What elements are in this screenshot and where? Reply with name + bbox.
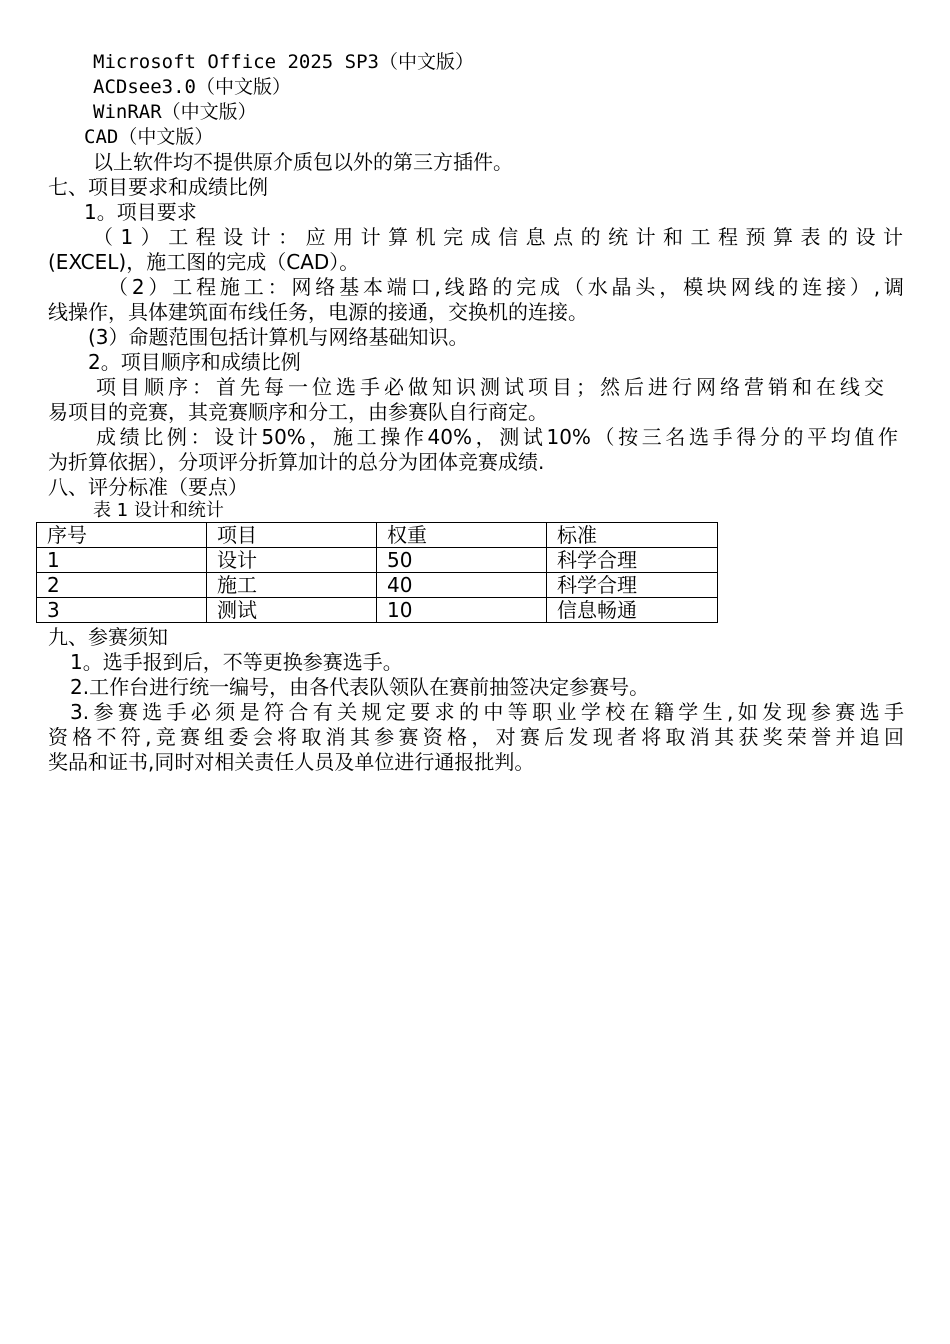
- table-cell: 50: [377, 548, 547, 573]
- section7-ratio-line2: 为折算依据），分项评分折算加计的总分为团体竞赛成绩.: [48, 450, 545, 474]
- header-cell: 标准: [547, 523, 718, 548]
- header-cell: 权重: [377, 523, 547, 548]
- section9-item1: 1。选手报到后，不等更换参赛选手。: [70, 650, 403, 674]
- table-cell: 科学合理: [547, 573, 718, 598]
- table-cell: 施工: [207, 573, 377, 598]
- section7-title: 七、项目要求和成绩比例: [48, 175, 268, 199]
- section7-order-line1: 项目顺序：首先每一位选手必做知识测试项目；然后进行网络营销和在线交: [96, 375, 884, 399]
- section9-title: 九、参赛须知: [48, 625, 168, 649]
- header-cell: 项目: [207, 523, 377, 548]
- table-cell: 信息畅通: [547, 598, 718, 623]
- table-cell: 测试: [207, 598, 377, 623]
- section7-item1-line1: （1）工程设计：应用计算机完成信息点的统计和工程预算表的设计: [93, 225, 903, 249]
- section7-ratio-line1: 成绩比例：设计50%，施工操作40%，测试10%（按三名选手得分的平均值作: [96, 425, 898, 449]
- table-cell: 40: [377, 573, 547, 598]
- table-row: [37, 548, 718, 573]
- scoring-table: [36, 522, 718, 623]
- section7-item1-line2: (EXCEL)，施工图的完成（CAD）。: [48, 250, 360, 274]
- software-winrar: WinRAR（中文版）: [93, 101, 257, 123]
- table-header-row: [37, 523, 718, 548]
- section9-item3-line2: 资格不符,竞赛组委会将取消其参赛资格，对赛后发现者将取消其获奖荣誉并追回: [48, 725, 904, 749]
- table-cell: 科学合理: [547, 548, 718, 573]
- table-cell: 设计: [207, 548, 377, 573]
- section9-item3-line1: 3.参赛选手必须是符合有关规定要求的中等职业学校在籍学生,如发现参赛选手: [70, 700, 904, 724]
- table-cell: 10: [377, 598, 547, 623]
- table-caption: 表 1 设计和统计: [93, 500, 224, 521]
- section8-title: 八、评分标准（要点）: [48, 475, 248, 499]
- section7-sub2: 2。项目顺序和成绩比例: [88, 350, 301, 374]
- software-note: 以上软件均不提供原介质包以外的第三方插件。: [93, 150, 513, 174]
- table-row: [37, 598, 718, 623]
- section7-item3: (3）命题范围包括计算机与网络基础知识。: [88, 325, 469, 349]
- section7-sub1: 1。项目要求: [84, 200, 197, 224]
- table-row: [37, 573, 718, 598]
- section9-item3-line3: 奖品和证书,同时对相关责任人员及单位进行通报批判。: [48, 750, 535, 774]
- section7-order-line2: 易项目的竞赛，其竞赛顺序和分工，由参赛队自行商定。: [48, 400, 548, 424]
- software-office: Microsoft Office 2025 SP3（中文版）: [93, 51, 474, 73]
- section7-item2-line2: 线操作，具体建筑面布线任务，电源的接通，交换机的连接。: [48, 300, 588, 324]
- software-acdsee: ACDsee3.0（中文版）: [93, 76, 291, 98]
- software-cad: CAD（中文版）: [84, 126, 214, 148]
- section7-item2-line1: （2）工程施工：网络基本端口,线路的完成（水晶头，模块网线的连接）,调: [108, 275, 904, 299]
- table-cell: 1: [37, 548, 207, 573]
- header-cell: 序号: [37, 523, 207, 548]
- section9-item2: 2.工作台进行统一编号，由各代表队领队在赛前抽签决定参赛号。: [70, 675, 650, 699]
- table-cell: 2: [37, 573, 207, 598]
- table-cell: 3: [37, 598, 207, 623]
